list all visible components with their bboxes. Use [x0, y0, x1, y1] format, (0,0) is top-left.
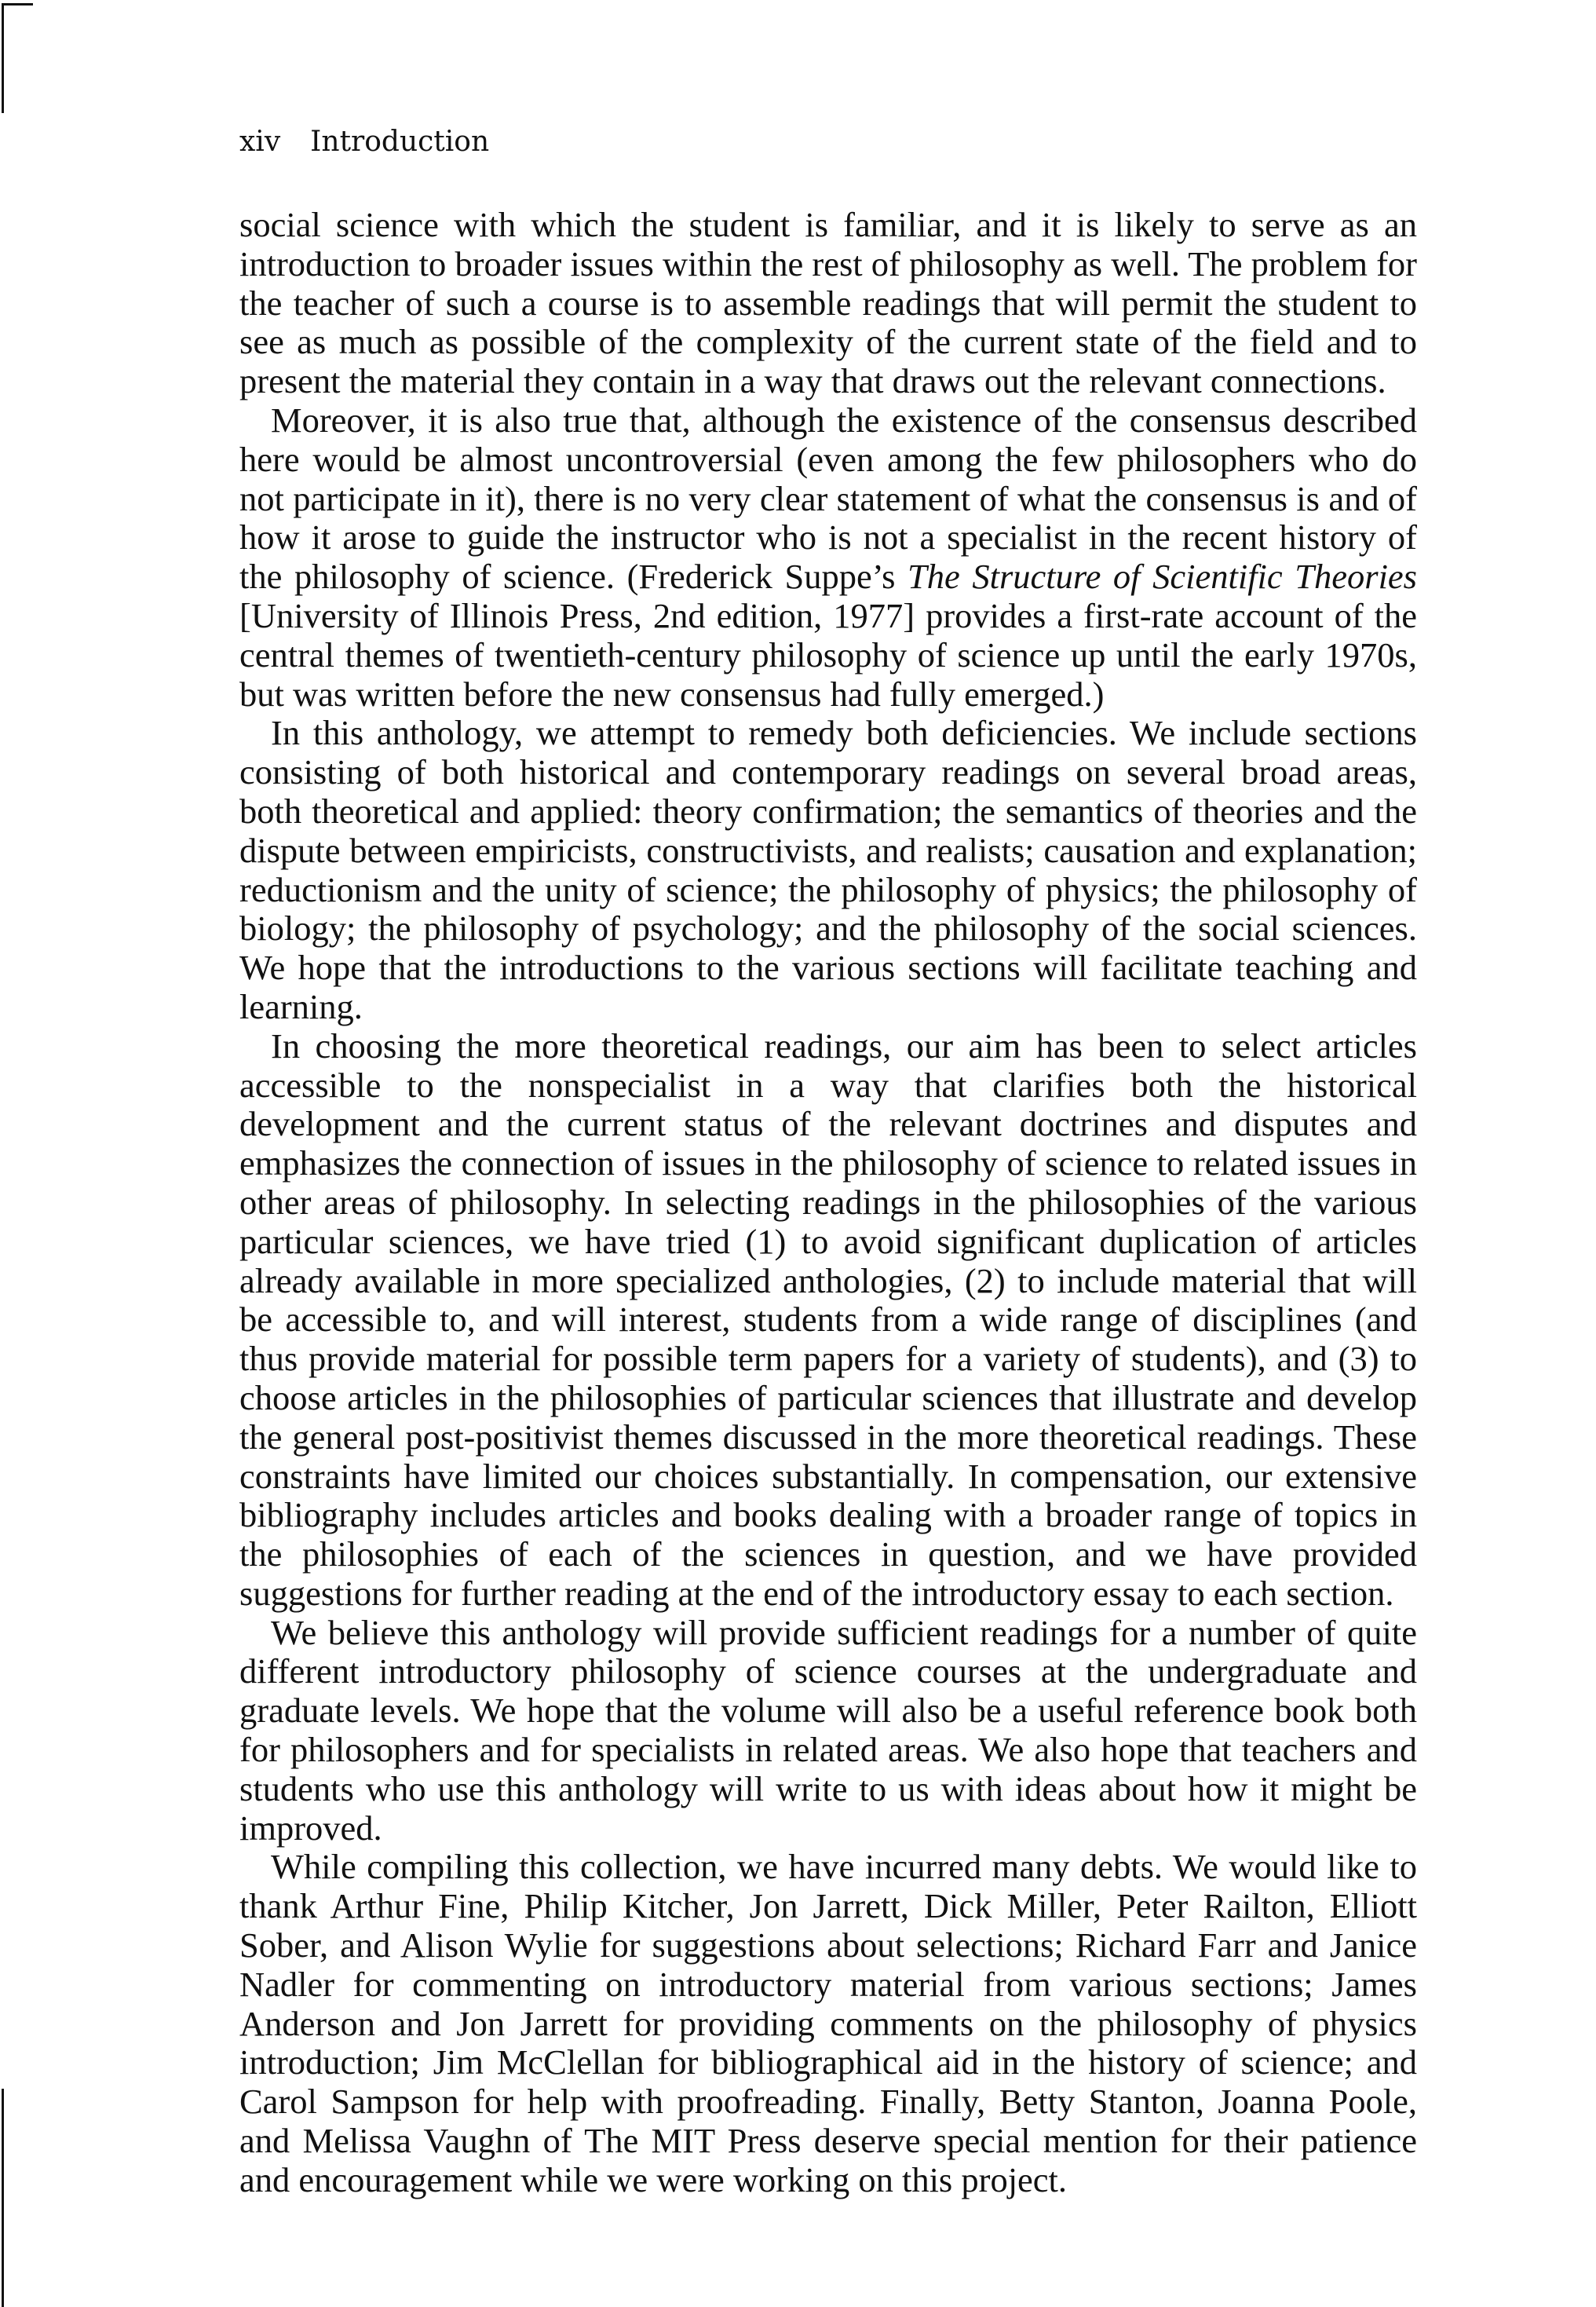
running-title: Introduction	[310, 126, 490, 158]
body-text	[239, 206, 1417, 2200]
paragraph-acknowledgments: While compiling this collection, we have incurred many debts. We would like to thank Arthur Fine, Philip Kitcher, Jon Jarrett, Dick Miller, Peter Railton, Elliott Sober, and Alison Wylie for suggestions about selections; Richard Farr and Janice Nadler for commenting on introductory material from various sections; James Anderson and Jon Jarrett for providing comments on the philosophy of physics introduction; Jim McClellan for bibliographical aid in the history of science; and Carol Sampson for help with proofreading. Finally, Betty Stanton, Joanna Poole, and Melissa Vaughn of The MIT Press deserve special mention for their patience and encouragement while we were working on this project.	[239, 1847, 1417, 2199]
paragraph-consensus	[239, 401, 1417, 714]
scan-edge-mark	[2, 3, 4, 113]
book-title: The Structure of Scientific Theories	[908, 557, 1417, 597]
scan-edge-mark	[2, 2089, 4, 2307]
paragraph-intended-use: We believe this anthology will provide sufficient readings for a number of quite different introductory philosophy of science courses at the undergraduate and graduate levels. We hope that the volume will also be a useful reference book both for philosophers and for specialists in related areas. We also hope that teachers and students who use this anthology will write to us with ideas about how it might be improved.	[239, 1612, 1417, 1848]
scan-edge-mark	[2, 3, 33, 5]
running-head	[239, 126, 489, 158]
page-number: xiv	[239, 126, 281, 158]
paragraph-continuation: social science with which the student is familiar, and it is likely to serve as an introduction to broader issues within the rest of philosophy as well. The problem for the teacher of such a course is to assemble readings that will permit the student to see as much as possible of the complexity of the current state of the field and to present the material they contain in a way that draws out the relevant connections.	[239, 205, 1417, 401]
paragraph-anthology-scope: In this anthology, we attempt to remedy both deficiencies. We include sections consisting of both historical and contemporary readings on several broad areas, both theoretical and applied: theory confirmation; the semantics of theories and the dispute between empiricists, constructivists, and realists; causation and explanation; reductionism and the unity of science; the philosophy of physics; the philosophy of biology; the philosophy of psychology; and the philosophy of the social sciences. We hope that the introductions to the various sections will facilitate teaching and learning.	[239, 713, 1417, 1026]
paragraph-text: [University of Illinois Press, 2nd edition, 1977] provides a first-rate account of the central themes of twentieth-century philosophy of science up until the early 1970s, but was written before the new consensus had fully emerged.)	[239, 595, 1417, 714]
paragraph-selection-criteria: In choosing the more theoretical readings, our aim has been to select articles accessible to the nonspecialist in a way that clarifies both the historical development and the current status of the relevant doctrines and disputes and emphasizes the connection of issues in the philosophy of science to related issues in other areas of philosophy. In selecting readings in the philosophies of the various particular sciences, we have tried (1) to avoid significant duplication of articles already available in more specialized anthologies, (2) to include material that will be accessible to, and will interest, students from a wide range of disciplines (and thus provide material for possible term papers for a variety of students), and (3) to choose articles in the philosophies of particular sciences that illustrate and develop the general post-positivist themes discussed in the more theoretical readings. These constraints have limited our choices substantially. In compensation, our extensive bibliography includes articles and books dealing with a broader range of topics in the philosophies of each of the sciences in question, and we have provided suggestions for further reading at the end of the introductory essay to each section.	[239, 1026, 1417, 1613]
paragraph-text: Moreover, it is also true that, although the existence of the consensus described here would be almost uncontroversial (even among the few philosophers who do not participate in it), there is no very clear statement of what the consensus is and of how it arose to guide the instructor who is not a specialist in the recent history of the philosophy of science. (Frederick Suppe’s	[239, 400, 1417, 597]
